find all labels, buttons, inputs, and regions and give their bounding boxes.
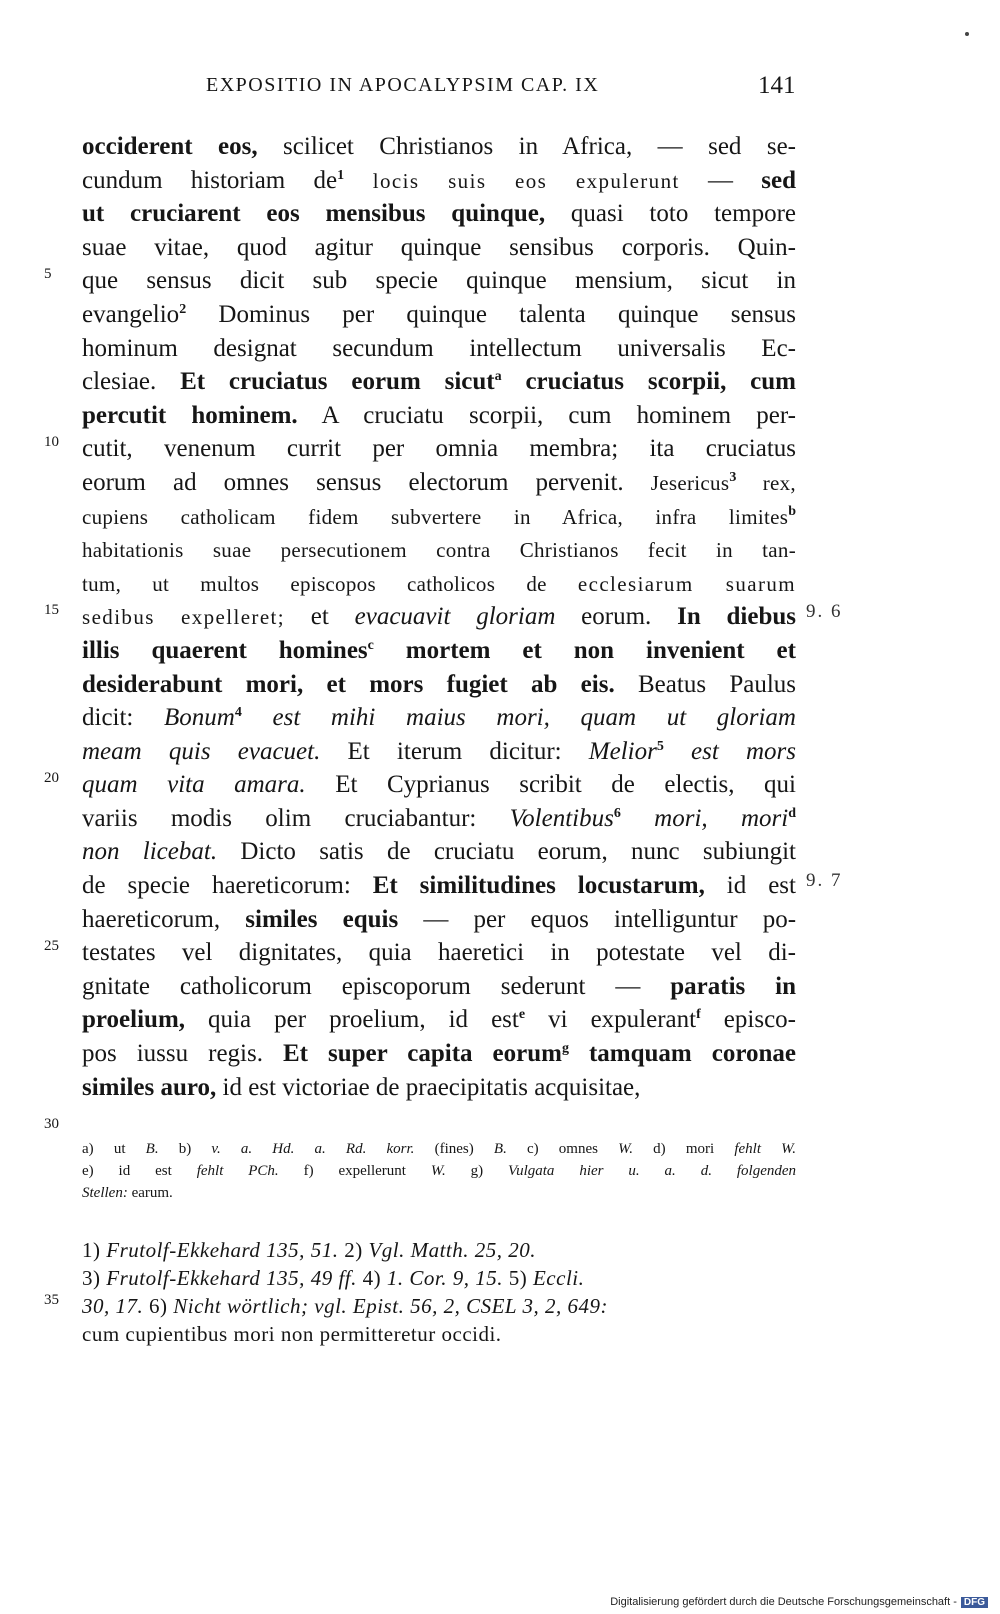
text-line	[82, 432, 796, 466]
text-segment: rex,	[736, 470, 796, 495]
line-number-5: 5	[44, 266, 52, 282]
text-line	[82, 197, 796, 231]
text-segment: eorum.	[555, 603, 678, 631]
credit-text: Digitalisierung gefördert durch die Deutsche Forschungsgemeinschaft -	[610, 1596, 957, 1608]
bible-lemma: ut cruciarent eos mensibus quinque,	[82, 200, 546, 228]
text-segment: Dicto satis de cruciatu eorum, nunc subiungit	[217, 838, 796, 866]
text-segment: tum, ut multos episcopos catholicos de	[82, 571, 578, 596]
text-segment: Dominus per quinque talenta quinque sensus	[186, 300, 796, 328]
italic-text: B.	[493, 1141, 507, 1157]
text-segment: ecclesiarum suarum	[577, 571, 796, 596]
text-line	[82, 903, 796, 937]
italic-text: non licebat.	[82, 838, 218, 866]
text-segment: A cruciatu scorpii, cum hominem per-	[297, 401, 796, 429]
text-line	[82, 533, 796, 567]
text-segment: habitationis suae persecutionem contra Christianos fecit in tan-	[82, 538, 796, 563]
text-line	[82, 835, 796, 869]
italic-text: fehlt W.	[734, 1141, 797, 1157]
text-segment: Et iterum dicitur:	[320, 737, 589, 765]
text-line	[82, 1037, 796, 1071]
footnote-marker: 2	[179, 301, 187, 317]
text-line	[82, 668, 796, 702]
text-line	[82, 802, 796, 836]
text-line	[82, 231, 796, 265]
text-segment: locis suis eos expulerunt	[344, 168, 680, 193]
text-line	[82, 399, 796, 433]
italic-text: est mors	[663, 737, 796, 765]
italic-text: Frutolf-Ekkehard 135,	[106, 1238, 305, 1262]
italic-text: Nicht wörtlich; vgl. Epist. 56, 2, CSEL 3, 2, 649:	[173, 1294, 608, 1318]
text-line	[82, 500, 796, 534]
text-segment: episco-	[700, 1006, 796, 1034]
apparatus-line	[82, 1138, 796, 1160]
line-number-10: 10	[44, 434, 59, 450]
italic-text: evacuavit gloriam	[354, 603, 556, 631]
apparatus-line	[82, 1182, 796, 1204]
text-line	[82, 970, 796, 1004]
footnote-line	[82, 1236, 796, 1264]
text-line	[82, 1003, 796, 1037]
text-line	[82, 634, 796, 668]
bible-lemma: paratis in	[670, 972, 796, 1000]
footnote-marker: g	[561, 1041, 569, 1057]
text-segment: 2)	[338, 1238, 369, 1262]
italic-text: 49 ff.	[304, 1266, 357, 1290]
footnote-marker: 3	[729, 469, 737, 485]
text-segment: dicit:	[82, 704, 165, 732]
italic-text: quam vita amara.	[82, 771, 306, 799]
italic-text: est mihi maius mori, quam ut gloriam	[241, 704, 796, 732]
page-number: 141	[758, 72, 796, 99]
text-segment: Et Cyprianus scribit de electis, qui	[305, 771, 797, 799]
text-segment: f) expellerunt	[278, 1163, 431, 1179]
text-segment: 1)	[82, 1238, 107, 1262]
critical-apparatus	[82, 1138, 796, 1204]
text-segment: 3)	[82, 1266, 107, 1290]
text-segment: quasi toto tempore	[545, 200, 796, 228]
text-segment: —	[679, 166, 762, 194]
text-segment: earum.	[127, 1185, 173, 1201]
text-line	[82, 735, 796, 769]
bible-lemma: similes equis	[245, 905, 399, 933]
line-number-30: 30	[44, 1116, 59, 1132]
italic-text: Frutolf-Ekkehard 135,	[106, 1266, 305, 1290]
running-header: EXPOSITIO IN APOCALYPSIM CAP. IX	[206, 74, 600, 96]
text-segment: sedibus expelleret;	[82, 605, 286, 630]
bible-lemma: In diebus	[677, 603, 796, 631]
text-segment: id est victoriae de praecipitatis acquisitae,	[216, 1073, 641, 1101]
text-segment: a) ut	[82, 1141, 146, 1157]
italic-text: fehlt PCh.	[196, 1163, 279, 1179]
line-number-25: 25	[44, 938, 59, 954]
footnote-line	[82, 1264, 796, 1292]
text-segment: e) id est	[82, 1163, 197, 1179]
line-number-15: 15	[44, 602, 59, 618]
italic-text: Volentibus	[509, 804, 614, 832]
apparatus-line	[82, 1160, 796, 1182]
text-line	[82, 164, 796, 198]
text-segment: suae vitae, quod agitur quinque sensibus corporis. Quin-	[82, 233, 796, 261]
scan-speck	[965, 32, 969, 36]
bible-lemma: mortem et non invenient et	[373, 636, 796, 664]
text-segment: cundum historiam de	[82, 166, 338, 194]
text-segment: cum cupientibus mori non permitteretur occidi.	[82, 1322, 502, 1346]
footnote-marker: a	[494, 369, 502, 385]
text-segment: eorum ad omnes sensus electorum pervenit.	[82, 468, 651, 496]
line-number-35: 35	[44, 1292, 59, 1308]
text-segment: 4)	[356, 1266, 387, 1290]
bible-lemma: illis quaerent homines	[82, 636, 368, 664]
text-segment: cupiens catholicam fidem subvertere in Africa, infra limites	[82, 504, 789, 529]
text-segment: Beatus Paulus	[614, 670, 796, 698]
italic-text: B.	[145, 1141, 159, 1157]
text-line	[82, 701, 796, 735]
text-line	[82, 600, 796, 634]
text-line	[82, 332, 796, 366]
italic-text: Vulgata hier u. a. d. folgenden	[508, 1163, 797, 1179]
footnote-marker: 4	[234, 705, 242, 721]
footnote-line	[82, 1320, 796, 1348]
text-segment: c) omnes	[506, 1141, 619, 1157]
italic-text: Vgl. Matth. 25, 20.	[368, 1238, 537, 1262]
text-segment: de specie haereticorum:	[82, 872, 373, 900]
text-segment: variis modis olim cruciabantur:	[82, 804, 510, 832]
italic-text: 51.	[304, 1238, 339, 1262]
text-segment: quia per proelium, id est	[185, 1006, 519, 1034]
line-number-20: 20	[44, 770, 59, 786]
margin-verse-ref: 9. 6	[806, 601, 843, 622]
italic-text: mori, mori	[620, 804, 789, 832]
italic-text: W.	[430, 1163, 446, 1179]
bible-lemma: proelium,	[82, 1006, 186, 1034]
text-segment: pos iussu regis.	[82, 1040, 283, 1068]
footnote-line	[82, 1292, 796, 1320]
italic-text: Melior	[588, 737, 657, 765]
footnote-marker: 1	[337, 167, 345, 183]
text-line	[82, 1071, 796, 1105]
bible-lemma: cruciatus scorpii, cum	[501, 368, 796, 396]
italic-text: v. a. Hd. a. Rd. korr.	[211, 1141, 415, 1157]
text-segment: vi expulerant	[525, 1006, 697, 1034]
bible-lemma: Et cruciatus eorum sicut	[180, 368, 495, 396]
bible-lemma: occiderent eos,	[82, 133, 258, 160]
text-segment: 6)	[143, 1294, 174, 1318]
text-line	[82, 264, 796, 298]
bible-lemma: percutit hominem.	[82, 401, 298, 429]
text-segment: d) mori	[633, 1141, 735, 1157]
text-segment: cutit, venenum currit per omnia membra; ita cruciatus	[82, 435, 796, 463]
italic-text: 30, 17.	[82, 1294, 144, 1318]
footnote-marker: c	[367, 637, 374, 653]
text-segment: g)	[445, 1163, 509, 1179]
text-segment: id est	[704, 872, 796, 900]
text-segment: et	[285, 603, 355, 631]
bible-lemma: Et super capita eorum	[282, 1040, 562, 1068]
text-segment: 5)	[502, 1266, 533, 1290]
bible-lemma: sed	[761, 166, 796, 194]
footnote-marker: d	[788, 805, 796, 821]
text-line	[82, 130, 796, 164]
italic-text: Eccli.	[532, 1266, 585, 1290]
text-segment: hominum designat secundum intellectum universalis Ec-	[82, 334, 796, 362]
text-segment: haereticorum,	[82, 905, 246, 933]
italic-text: W.	[618, 1141, 634, 1157]
footnote-marker: 5	[656, 738, 664, 754]
italic-text: Bonum	[164, 704, 235, 732]
digitization-credit	[610, 1596, 988, 1608]
text-segment: clesiae.	[82, 368, 181, 396]
bible-lemma: tamquam coronae	[568, 1040, 796, 1068]
italic-text: meam quis evacuet.	[82, 737, 321, 765]
dfg-logo: DFG	[961, 1597, 988, 1608]
text-line	[82, 466, 796, 500]
text-segment: evangelio	[82, 300, 180, 328]
footnote-marker: f	[696, 1007, 701, 1023]
footnote-marker: b	[788, 503, 796, 519]
footnote-marker: 6	[613, 805, 621, 821]
text-line	[82, 298, 796, 332]
margin-verse-ref: 9. 7	[806, 870, 843, 891]
italic-text: 1. Cor. 9, 15.	[386, 1266, 503, 1290]
italic-text: Stellen:	[82, 1185, 128, 1201]
text-segment: (fines)	[414, 1141, 494, 1157]
bible-lemma: desiderabunt mori, et mors fugiet ab eis.	[82, 670, 615, 698]
text-segment: scilicet Christianos in Africa, — sed se-	[257, 133, 797, 160]
text-segment: gnitate catholicorum episcoporum sederunt —	[82, 972, 671, 1000]
footnote-marker: e	[518, 1007, 526, 1023]
text-line	[82, 365, 796, 399]
text-line	[82, 869, 796, 903]
bible-lemma: similes auro,	[82, 1073, 217, 1101]
text-segment: b)	[158, 1141, 212, 1157]
footnotes-block	[82, 1236, 796, 1348]
bible-lemma: Et similitudines locustarum,	[372, 872, 705, 900]
text-segment: Jesericus	[650, 470, 730, 495]
main-text-block	[82, 130, 796, 1104]
text-line	[82, 936, 796, 970]
text-line	[82, 567, 796, 601]
text-segment: que sensus dicit sub specie quinque mensium, sicut in	[82, 267, 796, 295]
text-line	[82, 768, 796, 802]
text-segment: — per equos intelliguntur po-	[398, 905, 797, 933]
text-segment: testates vel dignitates, quia haeretici in potestate vel di-	[82, 939, 796, 967]
